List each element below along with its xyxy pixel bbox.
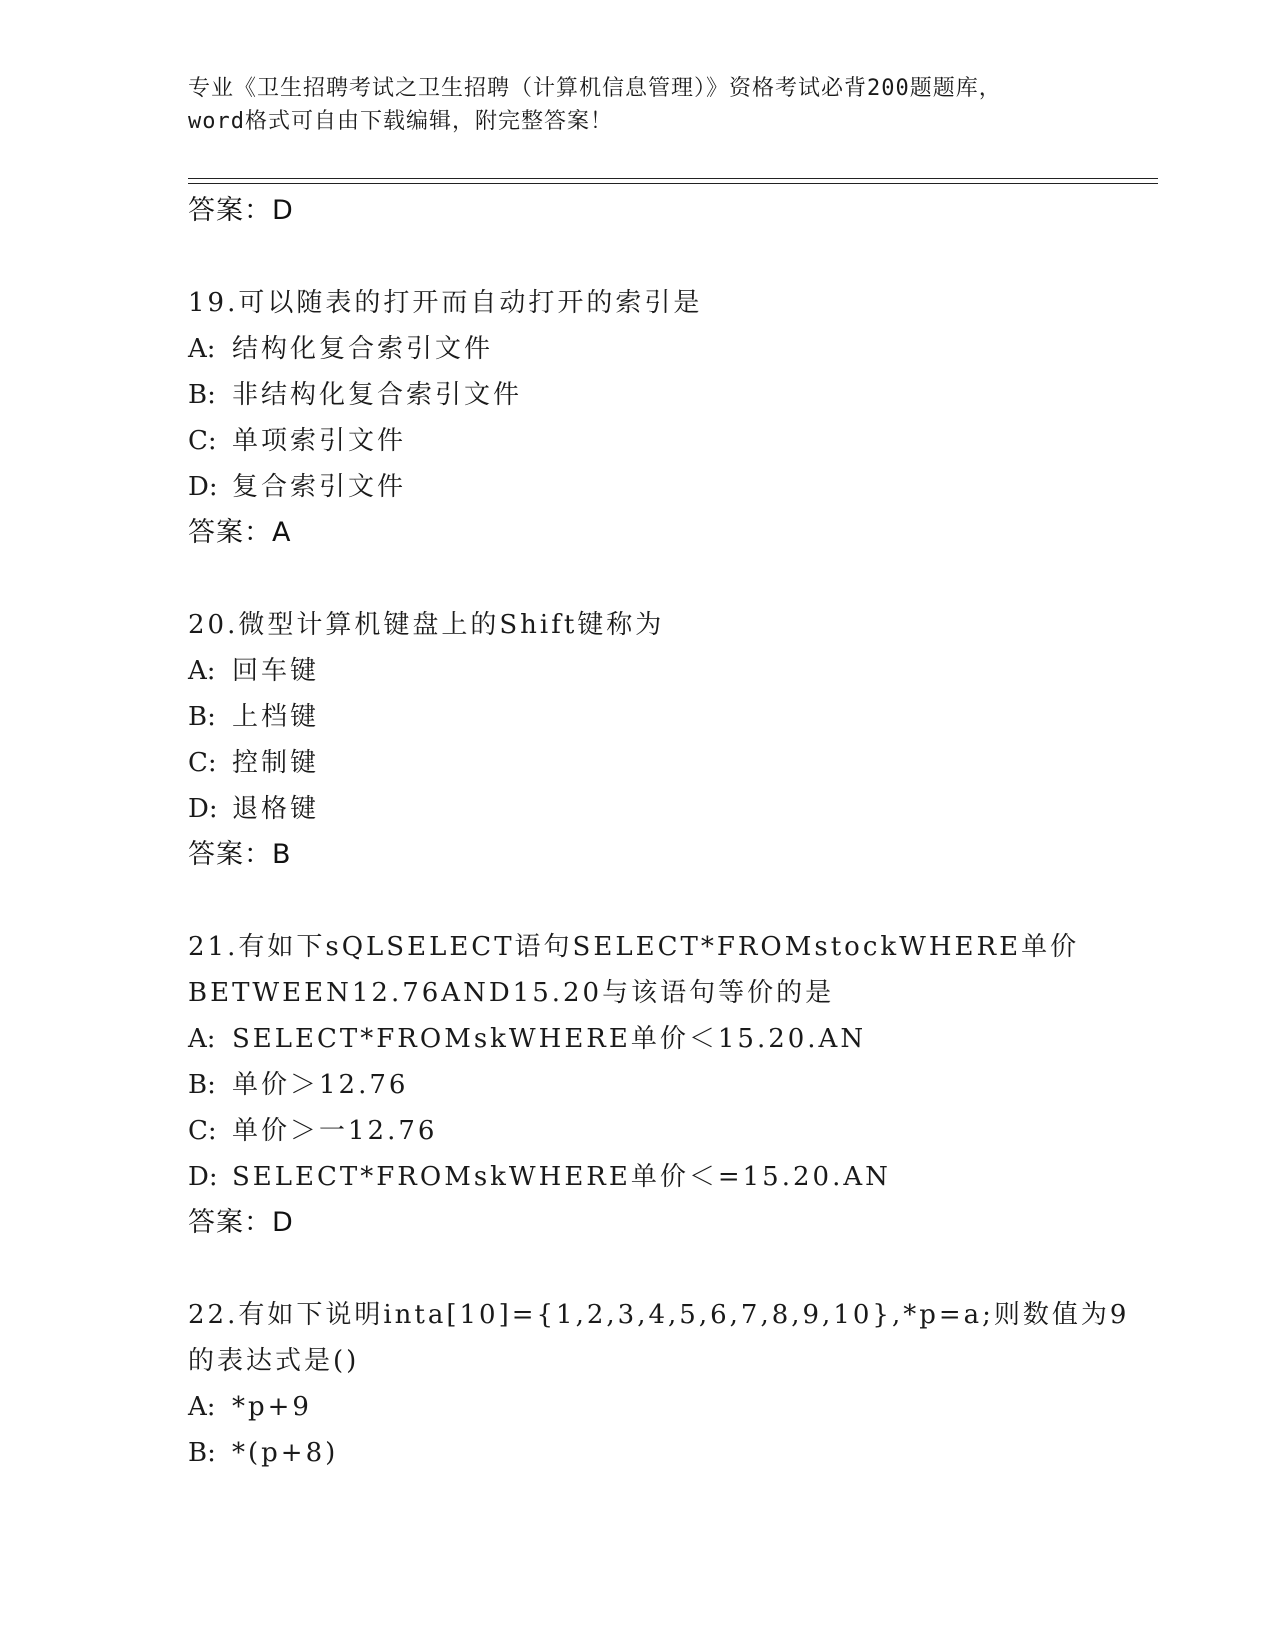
option-letter: D: (188, 794, 218, 824)
option-text: 单价＞一12.76 (232, 1116, 438, 1146)
option-letter: A: (188, 334, 216, 364)
spacer (188, 556, 1148, 602)
option-text: SELECT*FROMskWHERE单价＜=15.20.AN (232, 1162, 891, 1192)
question-21 (188, 924, 1148, 1246)
option-letter: B: (188, 702, 216, 732)
question-22 (188, 1292, 1148, 1476)
spacer (188, 1246, 1148, 1292)
option-b (188, 372, 1148, 418)
option-letter: A: (188, 656, 216, 686)
answer-21: 答案：D (188, 1207, 294, 1238)
spacer (188, 878, 1148, 924)
header-rule-top (188, 178, 1158, 179)
option-d (188, 1154, 1148, 1200)
header-line-1: 专业《卫生招聘考试之卫生招聘（计算机信息管理）》资格考试必背200题题库， (188, 76, 1002, 101)
option-b (188, 1062, 1148, 1108)
header-rule-bottom (188, 183, 1158, 184)
option-a (188, 648, 1148, 694)
option-b (188, 1430, 1148, 1476)
document-body (188, 188, 1148, 1476)
option-letter: C: (188, 748, 217, 778)
option-a (188, 1016, 1148, 1062)
answer-prev: 答案：D (188, 195, 294, 226)
question-text-cont: 的表达式是() (188, 1346, 360, 1376)
question-text: 22.有如下说明inta[10]={1,2,3,4,5,6,7,8,9,10},*p=a;则数值为9 (188, 1300, 1130, 1330)
option-text: 退格键 (232, 794, 320, 824)
option-text: SELECT*FROMskWHERE单价＜15.20.AN (232, 1024, 867, 1054)
option-c (188, 418, 1148, 464)
option-c (188, 740, 1148, 786)
option-text: 单价＞12.76 (232, 1070, 409, 1100)
option-text: 非结构化复合索引文件 (232, 380, 523, 410)
option-text: 复合索引文件 (232, 472, 407, 502)
option-text: *p+9 (232, 1392, 312, 1422)
option-a (188, 326, 1148, 372)
option-letter: A: (188, 1024, 216, 1054)
option-letter: B: (188, 1070, 216, 1100)
question-text: 20.微型计算机键盘上的Shift键称为 (188, 610, 665, 640)
option-c (188, 1108, 1148, 1154)
answer-19: 答案：A (188, 517, 292, 548)
question-text-cont: BETWEEN12.76AND15.20与该语句等价的是 (188, 978, 835, 1008)
option-text: 上档键 (232, 702, 320, 732)
question-text: 19.可以随表的打开而自动打开的索引是 (188, 288, 703, 318)
option-letter: A: (188, 1392, 216, 1422)
option-d (188, 786, 1148, 832)
answer-20: 答案：B (188, 839, 292, 870)
question-20 (188, 602, 1148, 878)
option-letter: C: (188, 426, 217, 456)
option-text: 单项索引文件 (232, 426, 407, 456)
question-text: 21.有如下sQLSELECT语句SELECT*FROMstockWHERE单价 (188, 932, 1080, 962)
option-text: 结构化复合索引文件 (232, 334, 494, 364)
document-header (188, 72, 1088, 138)
option-text: *(p+8) (232, 1438, 339, 1468)
header-line-2: word格式可自由下载编辑，附完整答案！ (188, 109, 613, 134)
option-letter: D: (188, 1162, 218, 1192)
question-19 (188, 280, 1148, 556)
option-text: 回车键 (232, 656, 320, 686)
option-letter: C: (188, 1116, 217, 1146)
option-letter: D: (188, 472, 218, 502)
option-a (188, 1384, 1148, 1430)
option-b (188, 694, 1148, 740)
option-letter: B: (188, 380, 216, 410)
option-d (188, 464, 1148, 510)
option-letter: B: (188, 1438, 216, 1468)
spacer (188, 234, 1148, 280)
option-text: 控制键 (232, 748, 320, 778)
